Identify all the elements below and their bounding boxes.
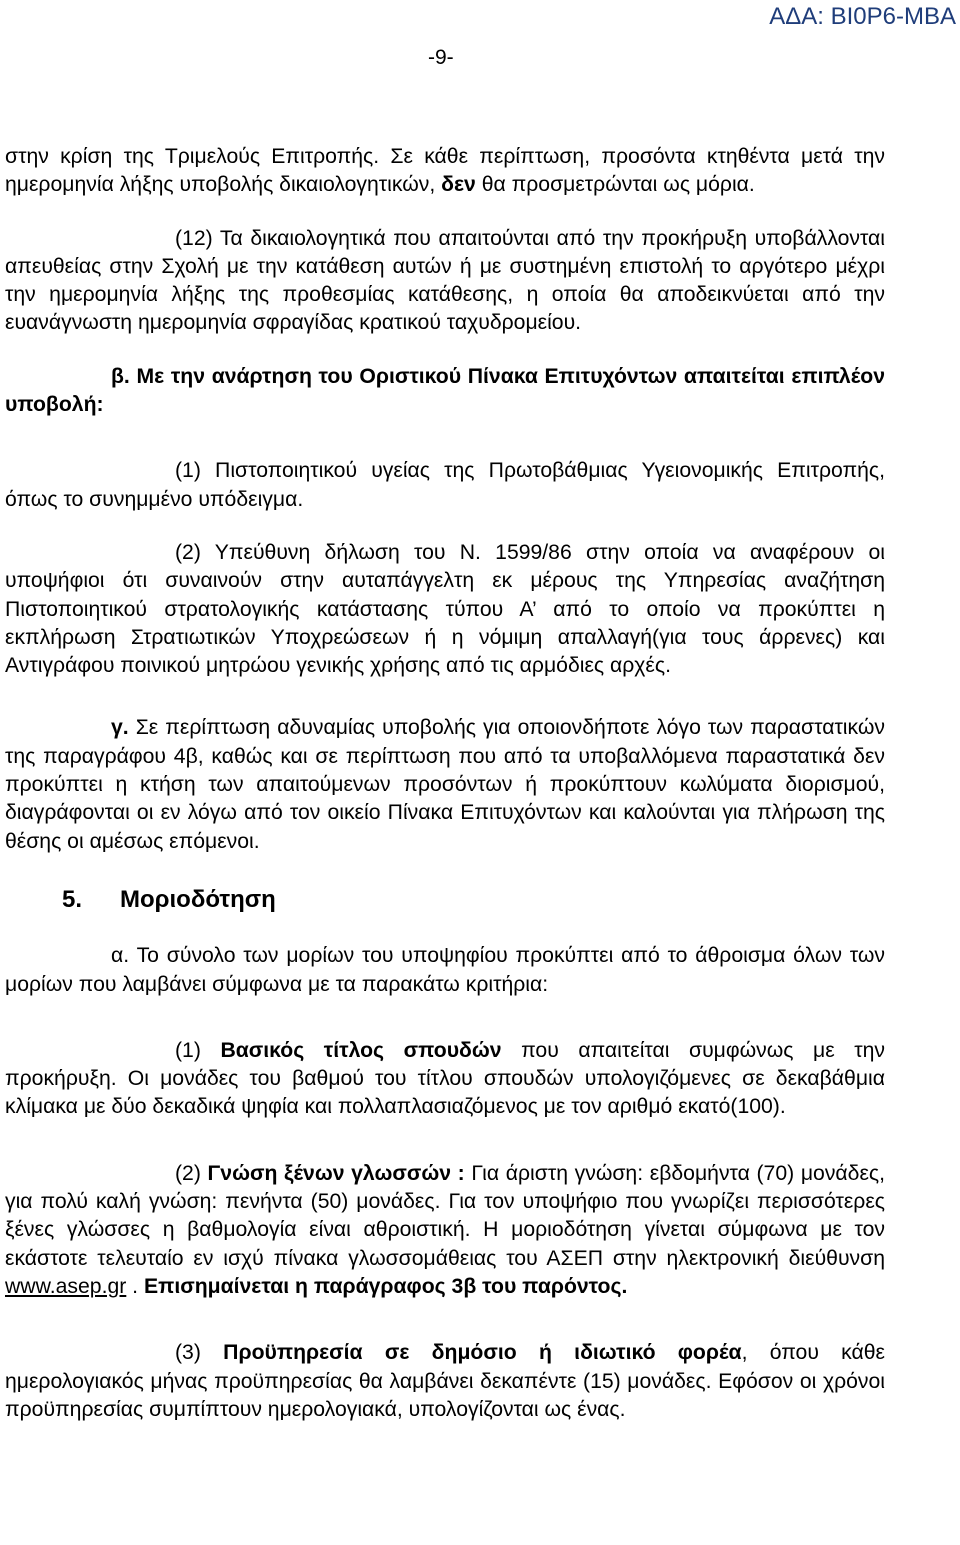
a3-bold: Προϋπηρεσία σε δημόσιο ή ιδιωτικό φορέα (223, 1341, 742, 1365)
a1-bold: Βασικός τίτλος σπουδών (220, 1038, 502, 1062)
paragraph-alpha: α. Το σύνολο των μορίων του υποψηφίου προκύπτει από το άθροισμα όλων των μορίων που λαμβάνει σύμφωνα με τα παρακάτω κριτήρια: (5, 944, 885, 996)
a1-num: (1) (175, 1038, 221, 1062)
paragraph-continuation (5, 143, 885, 200)
paragraph-alpha-1 (5, 1037, 885, 1122)
p0-bold: δεν (441, 173, 476, 197)
paragraph-beta-1: (1) Πιστοποιητικού υγείας της Πρωτοβάθμιας Υγειονομικής Επιτροπής, όπως το συνημμένο υπόδειγμα. (5, 459, 885, 511)
a2-text-after: . (126, 1274, 144, 1298)
a3-text: , όπου κάθε ημερολογιακός μήνας προϋπηρεσίας θα λαμβάνει δεκαπέντε (15) μονάδες. Εφόσον οι χρόνοι προϋπηρεσίας συμπίπτουν ημερολογιακά, υπολογίζονται ως ένας. (5, 1341, 885, 1421)
p0-text-a: στην κρίση της Τριμελούς Επιτροπής. Σε κάθε περίπτωση, προσόντα κτηθέντα μετά την ημερομηνία λήξης υποβολής δικαιολογητικών, (5, 145, 885, 197)
asep-link[interactable]: www.asep.gr (5, 1274, 127, 1298)
section-5-title: Μοριοδότηση (120, 885, 276, 913)
paragraph-alpha-2 (5, 1160, 885, 1301)
section-gamma (5, 714, 885, 855)
ada-code: ΑΔΑ: ΒΙ0Ρ6-ΜΒΑ (769, 3, 956, 30)
a1-text: που απαιτείται συμφώνως με την προκήρυξη. Οι μονάδες του βαθμού του τίτλου σπουδών υπολογιζόμενες σε δεκαβάθμια κλίμακα με δύο δεκαδικά ψηφία και πολλαπλασιαζόμενος με τον αριθμό εκατό(100). (5, 1038, 886, 1119)
section-beta-heading: β. Με την ανάρτηση του Οριστικού Πίνακα Επιτυχόντων απαιτείται επιπλέον υποβολή: (5, 364, 885, 417)
section-5-number: 5. (62, 885, 83, 913)
a2-bold: Γνώση ξένων γλωσσών : (207, 1161, 465, 1185)
paragraph-beta-2: (2) Υπεύθυνη δήλωση του Ν. 1599/86 στην οποία να αναφέρουν οι υποψήφιοι ότι συναινούν στην αυταπάγγελτη εκ μέρους της Υπηρεσίας αναζήτηση Πιστοποιητικού στρατολογικής κατάστασης τύπου Α’ από το οποίο να προκύπτει η εκπλήρωση Στρατιωτικών Υποχρεώσεων ή η νόμιμη απαλλαγή(για τους άρρενες) και Αντιγράφου ποινικού μητρώου γενικής χρήσης από τις αρμόδιες αρχές. (5, 540, 885, 678)
paragraph-alpha-3 (5, 1339, 885, 1424)
a2-text: Για άριστη γνώση: εβδομήντα (70) μονάδες, για πολύ καλή γνώση: πενήντα (50) μονάδες. Για τον υποψήφιο που γνωρίζει περισσότερες ξένες γλώσσες η βαθμολογία είναι αθροιστική. Η μοριοδότηση γίνεται σύμφωνα με τον εκάστοτε τελευταίο εν ισχύ πίνακα γλωσσομάθειας του ΑΣΕΠ στην ηλεκτρονική διεύθυνση (5, 1161, 886, 1270)
a2-num: (2) (175, 1161, 208, 1185)
a2-bold-end: Επισημαίνεται η παράγραφος 3β του παρόντος. (143, 1274, 628, 1298)
gamma-text: Σε περίπτωση αδυναμίας υποβολής για οποιονδήποτε λόγο των παραστατικών της παραγράφου 4β, καθώς και σε περίπτωση που από τα υποβαλλόμενα παραστατικά δεν προκύπτει η κτήση των απαιτούμενων προσόντων ή προκύπτουν κωλύματα διορισμού, διαγράφονται οι εν λόγω από τον οικείο Πίνακα Επιτυχόντων και καλούνται για πλήρωση της θέσης οι αμέσως επόμενοι. (5, 716, 885, 853)
section-5-heading (5, 886, 885, 914)
paragraph-12: (12) Τα δικαιολογητικά που απαιτούνται από την προκήρυξη υποβάλλονται απευθείας στην Σχολή με την κατάθεση αυτών ή με συστημένη επιστολή το αργότερο μέχρι την ημερομηνία λήξης της προθεσμίας κατάθεσης, η οποία θα αποδεικνύεται από την ευανάγνωστη ημερομηνία σφραγίδας κρατικού ταχυδρομείου. (5, 226, 885, 335)
p0-text-b: θα προσμετρώνται ως μόρια. (475, 173, 755, 197)
page-number: -9- (428, 46, 454, 69)
a3-num: (3) (175, 1341, 224, 1365)
gamma-label: γ. (111, 716, 129, 740)
document-body (5, 143, 885, 1424)
